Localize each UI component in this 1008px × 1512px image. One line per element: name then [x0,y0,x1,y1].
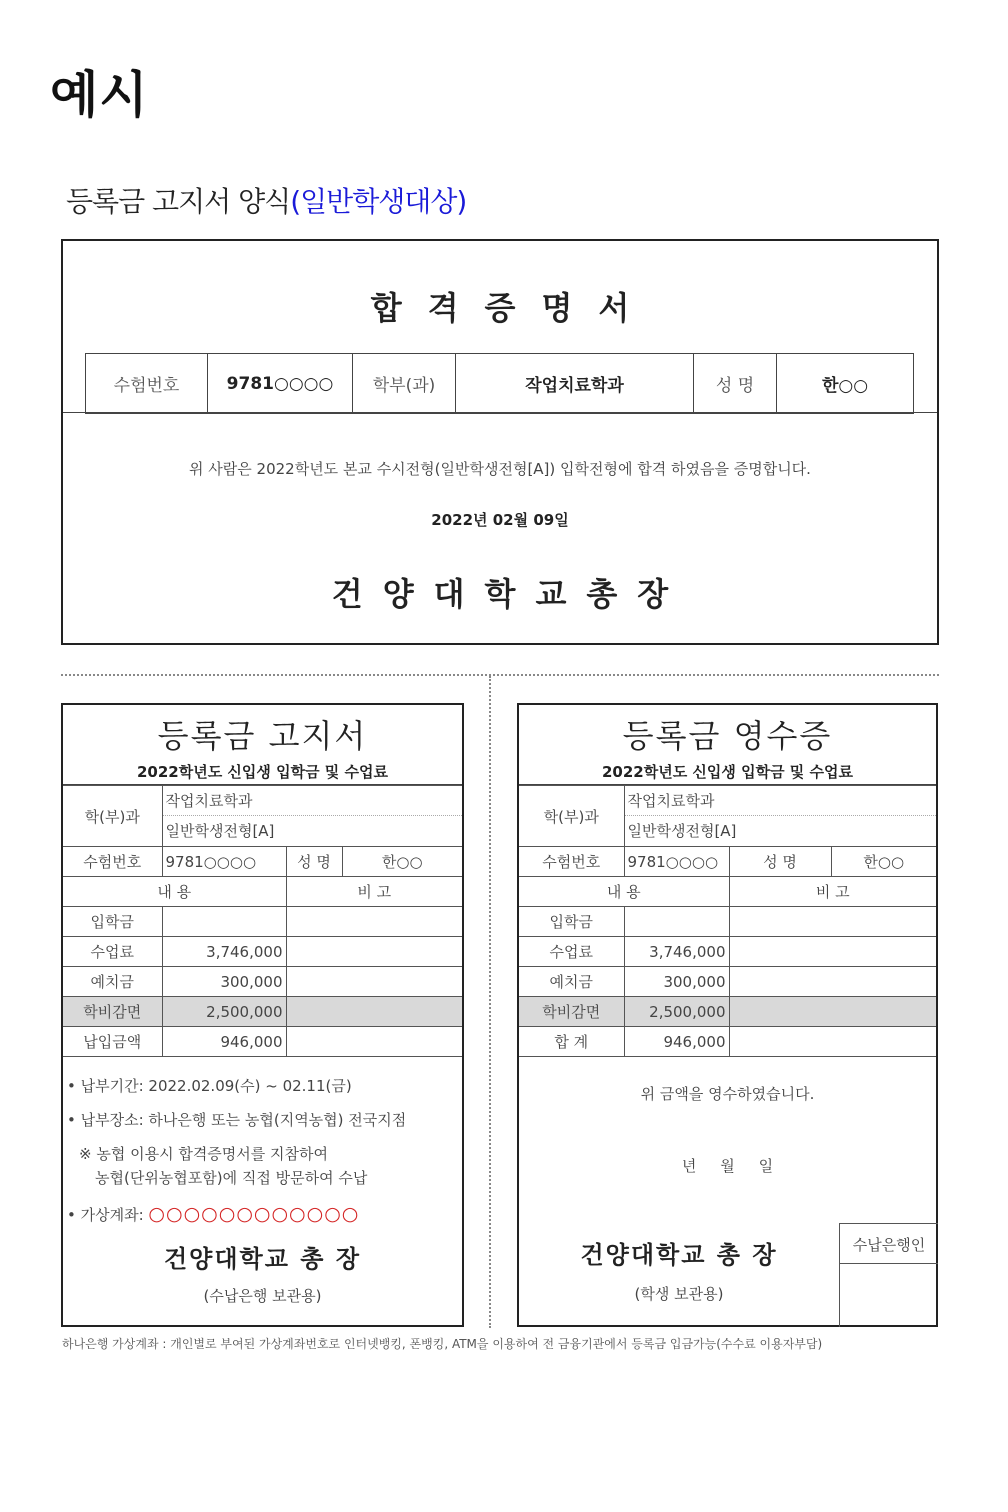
dept-line1: 작업치료학과 [625,786,937,816]
fee-row-remark [286,967,462,997]
fee-row-label: 학비감면 [63,997,162,1027]
name-value: 한○○ [831,847,936,877]
receipt-title: 등록금 영수증 [622,717,833,755]
notice-title: 등록금 고지서 [157,717,368,755]
fee-row-amount: 3,746,000 [624,937,729,967]
fee-row-amount [624,907,729,937]
dept-value [624,786,936,847]
fee-row-amount: 2,500,000 [162,997,286,1027]
receipt-table [519,785,936,1057]
fee-row-label: 합 계 [519,1027,624,1057]
name-label: 성 명 [694,354,777,414]
dept-line2: 일반학생전형[A] [165,822,275,840]
exam-no-value: 9781○○○○ [624,847,729,877]
content-header: 내 용 [63,877,286,907]
fee-row-remark [729,997,936,1027]
exam-no-value: 9781○○○○ [208,354,353,414]
certificate-date: 2022년 02월 09일 [431,511,569,529]
notice-subtitle: 2022학년도 신입생 입학금 및 수업료 [63,757,462,785]
fee-row-remark [286,937,462,967]
payment-notes [63,1057,462,1237]
dept-line2: 일반학생전형[A] [627,822,737,840]
receipt-signature: 건양대학교 총 장 [580,1241,778,1269]
dept-value: 작업치료학과 [456,354,694,414]
cut-line-horizontal [61,674,939,676]
exam-no-label: 수험번호 [63,847,162,877]
receipt-subtitle: 2022학년도 신입생 입학금 및 수업료 [519,757,936,785]
subheading-text: 등록금 고지서 양식 [66,185,291,218]
dept-label: 학(부)과 [519,786,624,847]
certificate-info-table [85,353,914,414]
tuition-receipt [517,703,938,1327]
fee-row-remark [729,937,936,967]
payment-period: • 납부기간: 2022.02.09(수) ~ 02.11(금) [67,1077,352,1095]
tuition-notice [61,703,464,1327]
receipt-keep: (학생 보관용) [634,1285,724,1303]
name-label: 성 명 [286,847,342,877]
fee-row-label: 예치금 [63,967,162,997]
fee-row-label: 입학금 [63,907,162,937]
fee-row-remark [286,997,462,1027]
fee-row-remark [729,907,936,937]
admission-certificate [61,239,939,645]
payment-place: • 납부장소: 하나은행 또는 농협(지역농협) 전국지점 [67,1111,407,1129]
dept-line1: 작업치료학과 [163,786,463,816]
footnote: 하나은행 가상계좌 : 개인별로 부여된 가상계좌번호로 인터넷뱅킹, 폰뱅킹, ATM을 이용하여 전 금융기관에서 등록금 입금가능(수수료 이용자부담) [62,1337,823,1351]
notice-keep: (수납은행 보관용) [203,1287,322,1305]
dept-label: 학(부)과 [63,786,162,847]
subheading [66,180,466,220]
exam-no-value: 9781○○○○ [162,847,286,877]
dept-label: 학부(과) [353,354,456,414]
exam-no-label: 수험번호 [519,847,624,877]
fee-row-amount: 946,000 [624,1027,729,1057]
page-heading: 예시 [50,66,149,124]
certificate-divider [63,412,937,413]
fee-row-remark [286,907,462,937]
name-value: 한○○ [777,354,914,414]
account-number: ○○○○○○○○○○○○ [148,1203,360,1225]
fee-row-remark [729,967,936,997]
remark-header: 비 고 [286,877,462,907]
remark-header: 비 고 [729,877,936,907]
notice-signature: 건양대학교 총 장 [164,1245,361,1273]
certificate-body: 위 사람은 2022학년도 본교 수시전형(일반학생전형[A]) 입학전형에 합격 하였음을 증명합니다. [189,460,811,478]
cut-line-vertical [489,676,491,1328]
bank-stamp-box [839,1223,938,1327]
account-label: • 가상계좌: [67,1206,144,1224]
exam-no-label: 수험번호 [86,354,208,414]
fee-row-amount: 300,000 [162,967,286,997]
fee-row-label: 학비감면 [519,997,624,1027]
bank-stamp-label: 수납은행인 [840,1224,938,1264]
fee-row-remark [729,1027,936,1057]
fee-row-remark [286,1027,462,1057]
received-text: 위 금액을 영수하였습니다. [640,1085,815,1103]
fee-row-label: 수업료 [63,937,162,967]
receipt-date: 년 월 일 [681,1157,774,1175]
fee-row-amount: 300,000 [624,967,729,997]
fee-row-label: 입학금 [519,907,624,937]
certificate-title: 합격증명서 [370,289,656,327]
fee-row-label: 수업료 [519,937,624,967]
content-header: 내 용 [519,877,729,907]
fee-row-amount: 946,000 [162,1027,286,1057]
fee-row-label: 예치금 [519,967,624,997]
virtual-account [67,1203,462,1237]
dept-value [162,786,462,847]
name-label: 성 명 [729,847,831,877]
notice-table [63,785,462,1057]
note-line2: 농협(단위농협포함)에 직접 방문하여 수납 [95,1169,368,1187]
subheading-highlight: (일반학생대상) [290,185,467,218]
name-value: 한○○ [342,847,462,877]
certificate-signature: 건양대학교총장 [331,575,689,613]
note-line1: ※ 농협 이용시 합격증명서를 지참하여 [79,1145,328,1163]
fee-row-label: 납입금액 [63,1027,162,1057]
fee-row-amount [162,907,286,937]
fee-row-amount: 2,500,000 [624,997,729,1027]
fee-row-amount: 3,746,000 [162,937,286,967]
